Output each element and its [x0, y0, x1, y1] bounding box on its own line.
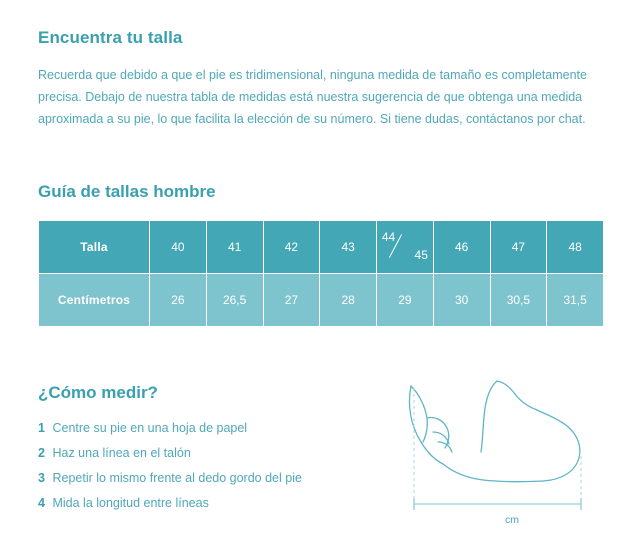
step-text: Centre su pie en una hoja de papel: [52, 421, 248, 435]
foot-measure-illustration: [405, 380, 619, 526]
table-cell-size-47: 47: [490, 221, 547, 274]
page-title: Encuentra tu talla: [38, 28, 183, 47]
table-row-label-talla: Talla: [39, 221, 150, 274]
table-cell-cm-7: 31,5: [547, 274, 604, 327]
table-row-sizes: [39, 221, 604, 274]
size-table-title: Guía de tallas hombre: [38, 182, 216, 201]
measure-unit-label: cm: [505, 514, 519, 526]
table-row-label-centimetros: Centímetros: [39, 274, 150, 327]
step-text: Repetir lo mismo frente al dedo gordo del pie: [52, 471, 302, 485]
step-text: Mida la longitud entre líneas: [52, 496, 209, 510]
table-cell-size-43: 43: [320, 221, 377, 274]
table-cell-cm-6: 30,5: [490, 274, 547, 327]
table-cell-size-41: 41: [206, 221, 263, 274]
table-cell-size-48: 48: [547, 221, 604, 274]
table-cell-size-40: 40: [150, 221, 207, 274]
dual-size-group: [382, 231, 428, 261]
table-cell-size-44-45: [377, 221, 434, 274]
howto-title: ¿Cómo medir?: [38, 383, 158, 402]
table-cell-size-46: 46: [433, 221, 490, 274]
intro-paragraph: Recuerda que debido a que el pie es tridimensional, ninguna medida de tamaño es completamente precisa. Debajo de nuestra tabla de medidas está nuestra sugerencia de que obtenga una medida aproximada a su pie, lo que facilita la elección de su número. Si tiene dudas, contáctanos por chat.: [38, 68, 587, 126]
step-number: 3: [38, 471, 45, 485]
table-cell-size-42: 42: [263, 221, 320, 274]
dual-size-bottom: 45: [414, 247, 428, 262]
table-cell-cm-2: 27: [263, 274, 320, 327]
step-number: 4: [38, 496, 45, 510]
step-number: 2: [38, 446, 45, 460]
dual-size-top: 44: [381, 229, 396, 244]
size-table: [38, 220, 604, 327]
table-cell-cm-5: 30: [433, 274, 490, 327]
table-row-centimeters: [39, 274, 604, 327]
step-number: 1: [38, 421, 45, 435]
table-cell-cm-1: 26,5: [206, 274, 263, 327]
intro-text-block: [38, 64, 594, 130]
table-cell-cm-3: 28: [320, 274, 377, 327]
table-cell-cm-0: 26: [150, 274, 207, 327]
foot-diagram-icon: [405, 380, 619, 526]
step-text: Haz una línea en el talón: [52, 446, 191, 460]
table-cell-cm-4: 29: [377, 274, 434, 327]
